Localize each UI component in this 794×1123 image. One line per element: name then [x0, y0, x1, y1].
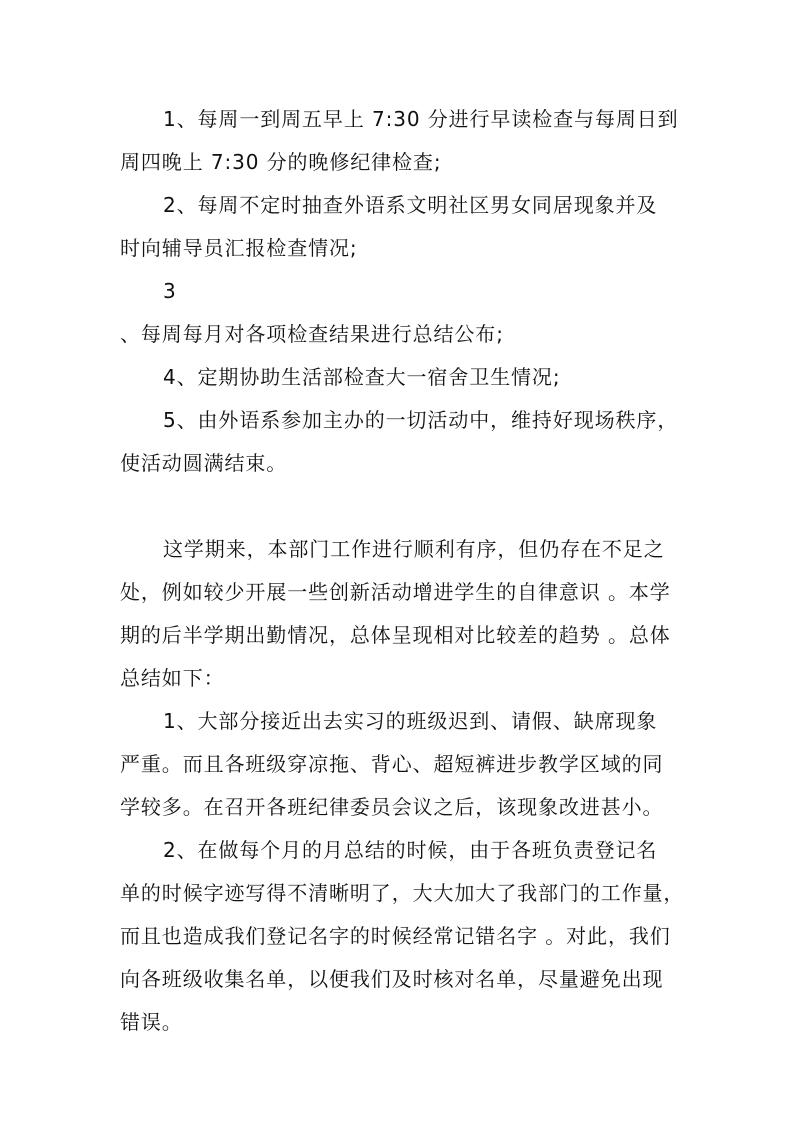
item-5-line-2: 使活动圆满结束。 — [120, 451, 288, 475]
summary-line-4: 总结如下： — [120, 666, 225, 690]
item-2-line-2: 时向辅导员汇报检查情况; — [120, 236, 358, 260]
item-4-line: 4、定期协助生活部检查大一宿舍卫生情况; — [163, 365, 561, 389]
item-5-line-1: 5、由外语系参加主办的一切活动中，维持好现场秩序， — [163, 408, 679, 432]
issue-2-line-1: 2、在做每个月的月总结的时候，由于各班负责登记名 — [163, 838, 658, 862]
issue-2-line-2: 单的时候字迹写得不清晰明了，大大加大了我部门的工作量， — [120, 881, 685, 905]
item-1-line-1: 1、每周一到周五早上 7:30 分进行早读检查与每周日到 — [163, 107, 679, 131]
summary-line-1: 这学期来，本部门工作进行顺利有序，但仍存在不足之 — [163, 537, 665, 561]
item-1-line-2: 周四晚上 7:30 分的晚修纪律检查; — [120, 150, 442, 174]
summary-line-2: 处，例如较少开展一些创新活动增进学生的自律意识 。本学 — [120, 580, 671, 604]
item-2-line-1: 2、每周不定时抽查外语系文明社区男女同居现象并及 — [163, 193, 658, 217]
issue-2-line-3: 而且也造成我们登记名字的时候经常记错名字 。对此，我们 — [120, 924, 671, 948]
issue-1-line-3: 学较多。在召开各班纪律委员会议之后，该现象改进甚小。 — [120, 795, 664, 819]
issue-2-line-4: 向各班级收集名单，以便我们及时核对名单，尽量避免出现 — [120, 967, 664, 991]
issue-2-line-5: 错误。 — [120, 1010, 183, 1034]
issue-1-line-1: 1、大部分接近出去实习的班级迟到、请假、缺席现象 — [163, 709, 658, 733]
item-3-number: 3 — [163, 279, 177, 303]
issue-1-line-2: 严重。而且各班级穿凉拖、背心、超短裤进步教学区域的同 — [120, 752, 664, 776]
summary-line-3: 期的后半学期出勤情况，总体呈现相对比较差的趋势 。总体 — [120, 623, 671, 647]
item-3-text: 、每周每月对各项检查结果进行总结公布; — [120, 322, 504, 346]
